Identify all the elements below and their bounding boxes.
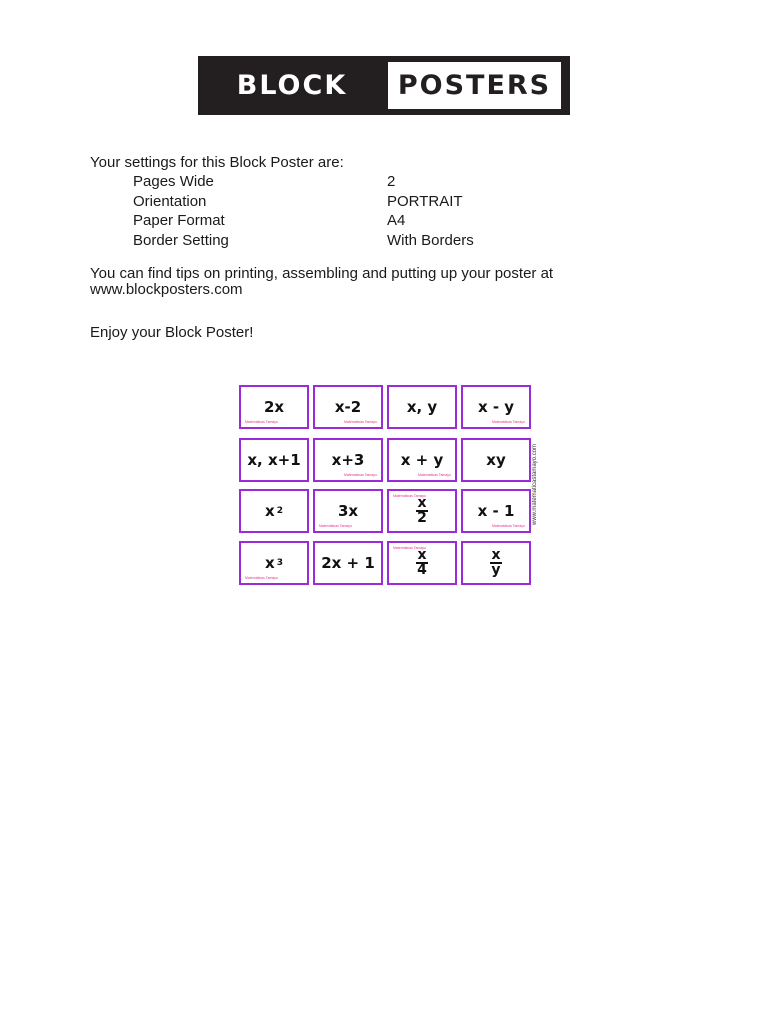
card-base: x <box>265 502 275 520</box>
poster-side-url: www.matematicastamayo.com <box>532 443 538 525</box>
card-x-over-2 <box>387 489 457 533</box>
card-tag: Matemáticas Tamayo <box>343 420 377 424</box>
setting-border <box>133 233 553 253</box>
card-x-minus-1 <box>461 489 531 533</box>
fraction-denominator: 2 <box>417 510 427 526</box>
fraction-denominator: y <box>491 562 501 578</box>
card-expression: xy <box>486 451 506 469</box>
card-expression <box>389 491 455 531</box>
card-expression: x, y <box>406 398 438 416</box>
card-expression: x - y <box>477 398 515 416</box>
website-link[interactable]: www.blockposters.com <box>90 281 243 298</box>
setting-value: A4 <box>387 212 406 229</box>
card-expression: 3x <box>337 502 359 520</box>
fraction <box>416 497 427 525</box>
card-expression: x + y <box>400 451 444 469</box>
card-exponent: 3 <box>276 558 283 568</box>
settings-intro: Your settings for this Block Poster are: <box>90 154 344 171</box>
card-2x-plus-1 <box>313 541 383 585</box>
fraction-numerator: x <box>417 547 427 563</box>
poster-preview <box>236 382 546 590</box>
card-expression: 2x <box>263 398 285 416</box>
card-exponent: 2 <box>276 506 283 516</box>
fraction-numerator: x <box>491 547 501 563</box>
card-base: x <box>265 554 275 572</box>
card-tag: Matemáticas Tamayo <box>417 473 451 477</box>
card-xy <box>461 438 531 482</box>
setting-paper-format <box>133 213 553 233</box>
card-expression <box>463 543 529 583</box>
card-x-minus-2 <box>313 385 383 429</box>
setting-orientation <box>133 194 553 214</box>
card-x-minus-y <box>461 385 531 429</box>
card-x-x-plus-1 <box>239 438 309 482</box>
card-expression: 2x + 1 <box>321 554 375 572</box>
card-expression: x+3 <box>331 451 365 469</box>
tips-text: You can find tips on printing, assembling and putting up your poster at <box>90 265 554 282</box>
setting-label: Orientation <box>133 192 207 210</box>
card-expression <box>241 491 307 531</box>
setting-pages-wide <box>133 174 553 194</box>
card-expression: x-2 <box>334 398 362 416</box>
card-tag: Matemáticas Tamayo <box>245 576 279 580</box>
card-tag: Matemáticas Tamayo <box>245 420 279 424</box>
card-tag: Matemáticas Tamayo <box>491 524 525 528</box>
setting-label: Paper Format <box>133 212 225 229</box>
setting-label: Border Setting <box>133 231 229 249</box>
fraction <box>416 549 427 577</box>
settings-list <box>133 174 553 252</box>
card-tag: Matemáticas Tamayo <box>343 473 377 477</box>
card-3x <box>313 489 383 533</box>
enjoy-message: Enjoy your Block Poster! <box>90 324 254 341</box>
card-x-cubed <box>239 541 309 585</box>
card-expression: x - 1 <box>477 502 515 520</box>
setting-value: PORTRAIT <box>387 192 463 210</box>
card-x-over-4 <box>387 541 457 585</box>
card-tag: Matemáticas Tamayo <box>491 420 525 424</box>
card-x-plus-3 <box>313 438 383 482</box>
logo-word-posters: POSTERS <box>388 62 561 109</box>
setting-value: With Borders <box>387 231 474 249</box>
card-tag: Matemáticas Tamayo <box>393 546 427 550</box>
fraction-numerator: x <box>417 495 427 511</box>
card-x-comma-y <box>387 385 457 429</box>
card-expression: x, x+1 <box>247 451 301 469</box>
card-expression <box>389 543 455 583</box>
card-x-over-y <box>461 541 531 585</box>
fraction-denominator: 4 <box>417 562 427 578</box>
fraction <box>490 549 501 577</box>
card-x-squared <box>239 489 309 533</box>
setting-label: Pages Wide <box>133 173 214 190</box>
block-posters-logo <box>198 56 570 115</box>
card-x-plus-y <box>387 438 457 482</box>
logo-word-block: BLOCK <box>236 70 348 101</box>
card-tag: Matemáticas Tamayo <box>393 494 427 498</box>
card-tag: Matemáticas Tamayo <box>319 524 353 528</box>
card-2x <box>239 385 309 429</box>
setting-value: 2 <box>387 173 396 190</box>
